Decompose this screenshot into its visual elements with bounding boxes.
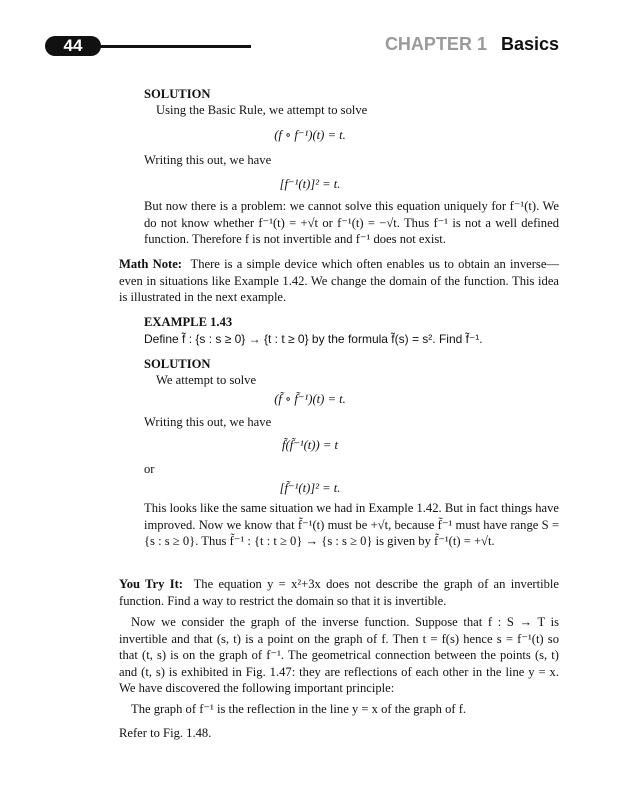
equation-2: [f⁻¹(t)]² = t.: [279, 177, 341, 191]
equation-5: [f̃⁻¹(t)]² = t.: [279, 481, 341, 495]
problem-paragraph: But now there is a problem: we cannot solve this equation uniquely for f⁻¹(t). We do not know whether f⁻¹(t) = +√t or f⁻¹(t) = −√t. Thus f⁻¹ is not a well defined function. Therefore f is not invertible and f⁻¹ does not exist.: [144, 199, 559, 246]
page-header: [45, 34, 559, 60]
equation-1: (f ∘ f⁻¹)(t) = t.: [274, 128, 346, 142]
header-rule: [95, 45, 251, 48]
improved-paragraph: This looks like the same situation we had in Example 1.42. But in fact things have improved. Now we know that f̃⁻¹(t) must be +√t, because f̃⁻¹ must have range S = {s : s ≥ 0}. Thus f̃⁻¹ : {t : t ≥ 0} → {s : s ≥ 0} is given by f̃⁻¹(t) = +√t.: [144, 501, 559, 548]
graph-paragraph: Now we consider the graph of the inverse function. Suppose that f : S → T is invertible and that (s, t) is a point on the graph of f. Then t = f(s) hence s = f⁻¹(t) so that (t, s) is on the graph of f⁻¹. The geometrical connection between the points (s, t) and (t, s) is exhibited in Fig. 1.47: they are reflections of each other in the line y = x. We have discovered the following important principle:: [119, 615, 559, 695]
running-head: [385, 34, 559, 55]
solution-heading: SOLUTION: [144, 357, 211, 371]
page-number: 44: [45, 36, 101, 56]
refer-line: Refer to Fig. 1.48.: [119, 726, 212, 740]
example-statement: Define f̃ : {s : s ≥ 0} → {t : t ≥ 0} by the formula f̃(s) = s². Find f̃⁻¹.: [144, 332, 483, 346]
math-note-text: There is a simple device which often enables us to obtain an inverse—even in situations like Example 1.42. We change the domain of the function. This idea is illustrated in the next example.: [119, 257, 559, 304]
solution-intro: Using the Basic Rule, we attempt to solve: [156, 103, 368, 117]
you-try-it: [119, 576, 559, 609]
math-note-label: Math Note:: [119, 257, 182, 271]
chapter-title: Basics: [500, 34, 559, 54]
solution-heading: SOLUTION: [144, 87, 211, 101]
principle-statement: The graph of f⁻¹ is the reflection in the line y = x of the graph of f.: [131, 702, 467, 716]
solution-intro: We attempt to solve: [156, 373, 257, 387]
writing-out-line: Writing this out, we have: [144, 415, 272, 429]
equation-4: f̃(f̃⁻¹(t)) = t: [282, 438, 338, 452]
math-note: [119, 256, 559, 306]
writing-out-line: Writing this out, we have: [144, 153, 272, 167]
equation-3: (f̃ ∘ f̃⁻¹)(t) = t.: [274, 392, 346, 406]
chapter-label: CHAPTER 1: [384, 34, 487, 54]
you-try-text: The equation y = x²+3x does not describe the graph of an invertible function. Find a way to restrict the domain so that it is invertible.: [119, 577, 559, 608]
you-try-label: You Try It:: [119, 577, 183, 591]
example-heading: EXAMPLE 1.43: [144, 315, 233, 329]
or-word: or: [144, 462, 155, 476]
